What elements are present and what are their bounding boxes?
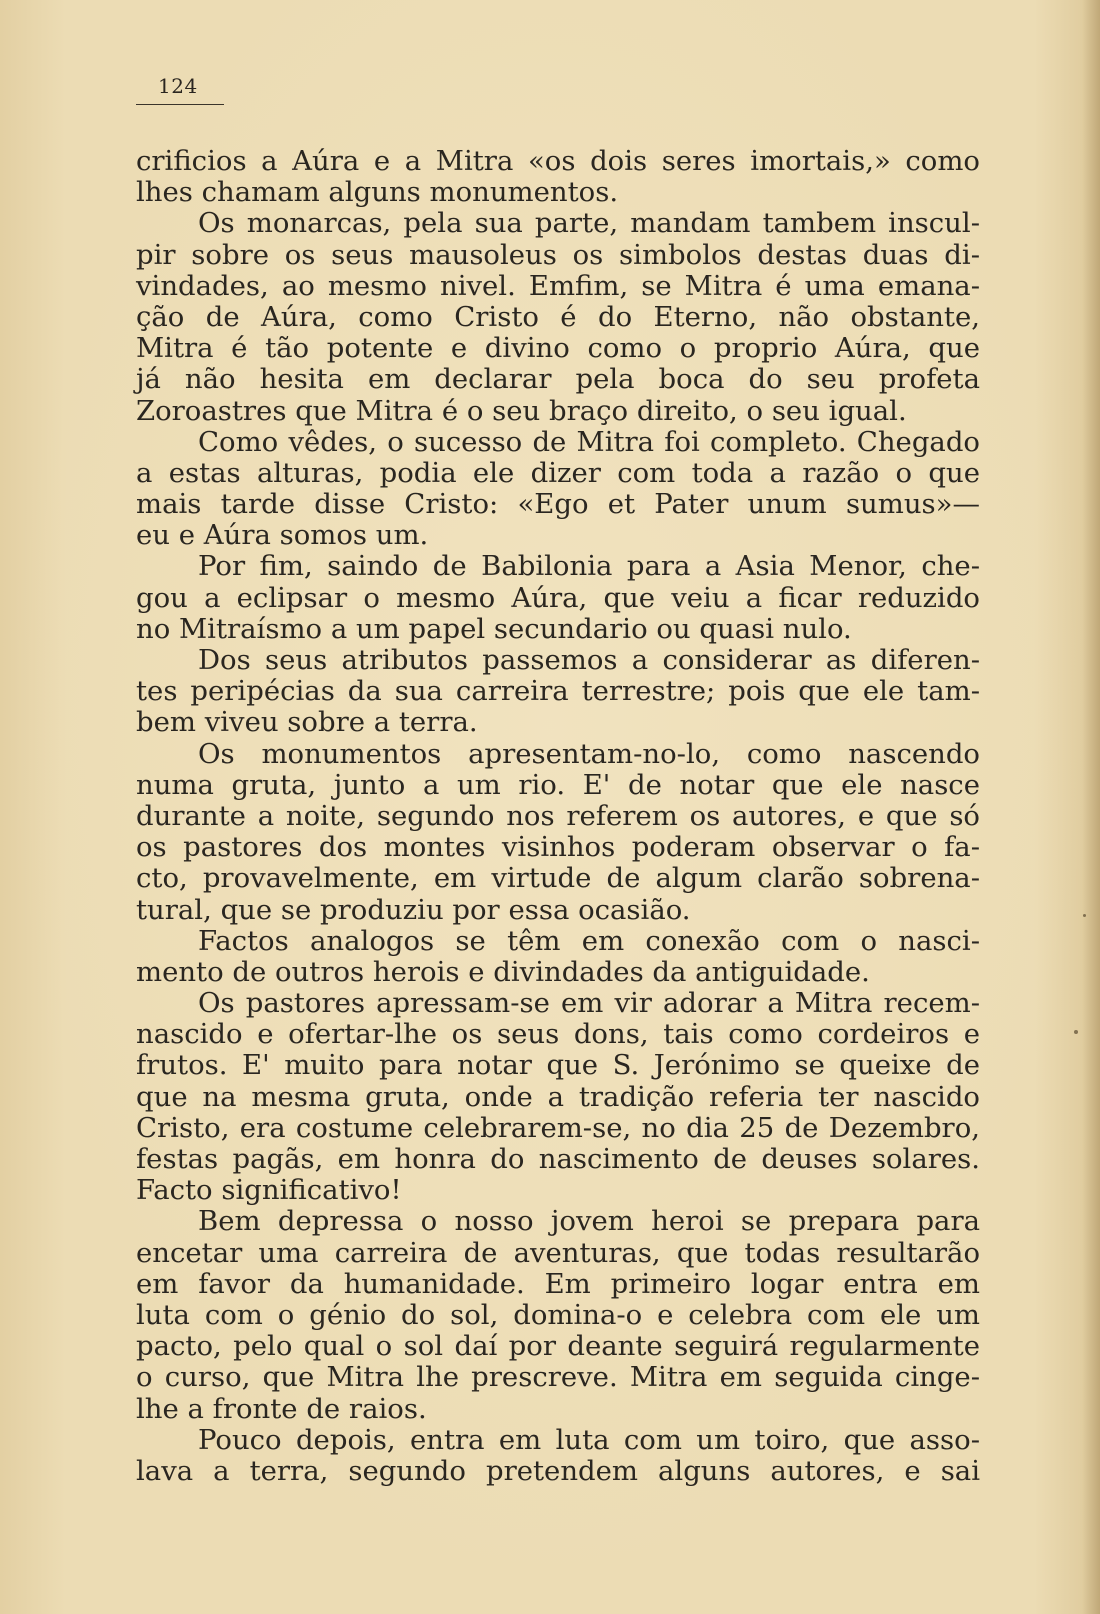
text-line: crificios a Aúra e a Mitra «os dois seres imortais,» como bbox=[136, 145, 980, 177]
text-line: o curso, que Mitra lhe prescreve. Mitra em seguida cinge- bbox=[136, 1361, 980, 1394]
text-line: lhe a fronte de raios. bbox=[136, 1392, 427, 1425]
text-line: festas pagãs, em honra do nascimento de deuses solares. bbox=[136, 1143, 980, 1175]
text-line: frutos. E' muito para notar que S. Jerónimo se queixe de bbox=[136, 1049, 980, 1082]
text-line: os pastores dos montes visinhos poderam observar o fa- bbox=[136, 831, 980, 864]
text-line: Bem depressa o nosso jovem heroi se prepara para bbox=[198, 1205, 980, 1238]
page-number: 124 bbox=[158, 74, 198, 98]
text-line: luta com o génio do sol, domina-o e celebra com ele um bbox=[136, 1298, 980, 1331]
text-line: vindades, ao mesmo nivel. Emfim, se Mitra é uma emana- bbox=[136, 269, 980, 302]
text-line: Facto significativo! bbox=[136, 1174, 402, 1207]
text-line: Pouco depois, entra em luta com um toiro, que asso- bbox=[198, 1423, 980, 1456]
text-line: Por fim, saindo de Babilonia para a Asia Menor, che- bbox=[198, 550, 980, 583]
paper-speck bbox=[1074, 1030, 1078, 1034]
text-line: pacto, pelo qual o sol daí por deante seguirá regularmente bbox=[136, 1330, 980, 1363]
paper-speck bbox=[1083, 914, 1086, 917]
text-line: Zoroastres que Mitra é o seu braço direito, o seu igual. bbox=[136, 394, 907, 427]
text-line: Os monumentos apresentam-no-lo, como nascendo bbox=[198, 737, 980, 770]
text-line: lhes chamam alguns monumentos. bbox=[136, 176, 619, 209]
page-edge-shadow bbox=[1082, 0, 1100, 1614]
text-line: numa gruta, junto a um rio. E' de notar que ele nasce bbox=[136, 768, 980, 801]
text-line: em favor da humanidade. Em primeiro logar entra em bbox=[136, 1267, 980, 1300]
text-line: tes peripécias da sua carreira terrestre; pois que ele tam- bbox=[136, 675, 980, 708]
text-line: Factos analogos se têm em conexão com o nasci- bbox=[198, 924, 980, 957]
text-line: Como vêdes, o sucesso de Mitra foi completo. Chegado bbox=[198, 425, 980, 458]
text-line: tural, que se produziu por essa ocasião. bbox=[136, 893, 691, 926]
text-line: Dos seus atributos passemos a considerar as diferen- bbox=[198, 644, 980, 676]
text-line: Mitra é tão potente e divino como o proprio Aúra, que bbox=[136, 332, 980, 365]
page-number-rule bbox=[136, 104, 224, 105]
text-line: Os pastores apressam-se em vir adorar a Mitra recem- bbox=[198, 987, 980, 1020]
text-line: lava a terra, segundo pretendem alguns autores, e sai bbox=[136, 1454, 980, 1487]
text-line: que na mesma gruta, onde a tradição referia ter nascido bbox=[136, 1080, 980, 1113]
text-line: durante a noite, segundo nos referem os autores, e que só bbox=[136, 799, 980, 832]
text-line: bem viveu sobre a terra. bbox=[136, 706, 478, 739]
text-line: nascido e ofertar-lhe os seus dons, tais como cordeiros e bbox=[136, 1018, 980, 1051]
text-line: ção de Aúra, como Cristo é do Eterno, não obstante, bbox=[136, 300, 980, 333]
text-line: pir sobre os seus mausoleus os simbolos destas duas di- bbox=[136, 238, 980, 271]
text-line: no Mitraísmo a um papel secundario ou quasi nulo. bbox=[136, 612, 852, 645]
text-line: eu e Aúra somos um. bbox=[136, 519, 429, 552]
text-line: gou a eclipsar o mesmo Aúra, que veiu a ficar reduzido bbox=[136, 581, 980, 614]
text-line: Cristo, era costume celebrarem-se, no dia 25 de Dezembro, bbox=[136, 1111, 980, 1144]
text-line: Os monarcas, pela sua parte, mandam tambem inscul- bbox=[198, 207, 980, 240]
text-line: cto, provavelmente, em virtude de algum clarão sobrena- bbox=[136, 862, 980, 895]
text-line: encetar uma carreira de aventuras, que todas resultarão bbox=[136, 1236, 980, 1269]
text-line: já não hesita em declarar pela boca do seu profeta bbox=[136, 363, 980, 396]
text-line: a estas alturas, podia ele dizer com toda a razão o que bbox=[136, 456, 980, 489]
body-text bbox=[136, 146, 980, 1487]
text-line: mais tarde disse Cristo: «Ego et Pater unum sumus»— bbox=[136, 488, 980, 521]
text-line: mento de outros herois e divindades da antiguidade. bbox=[136, 955, 870, 988]
